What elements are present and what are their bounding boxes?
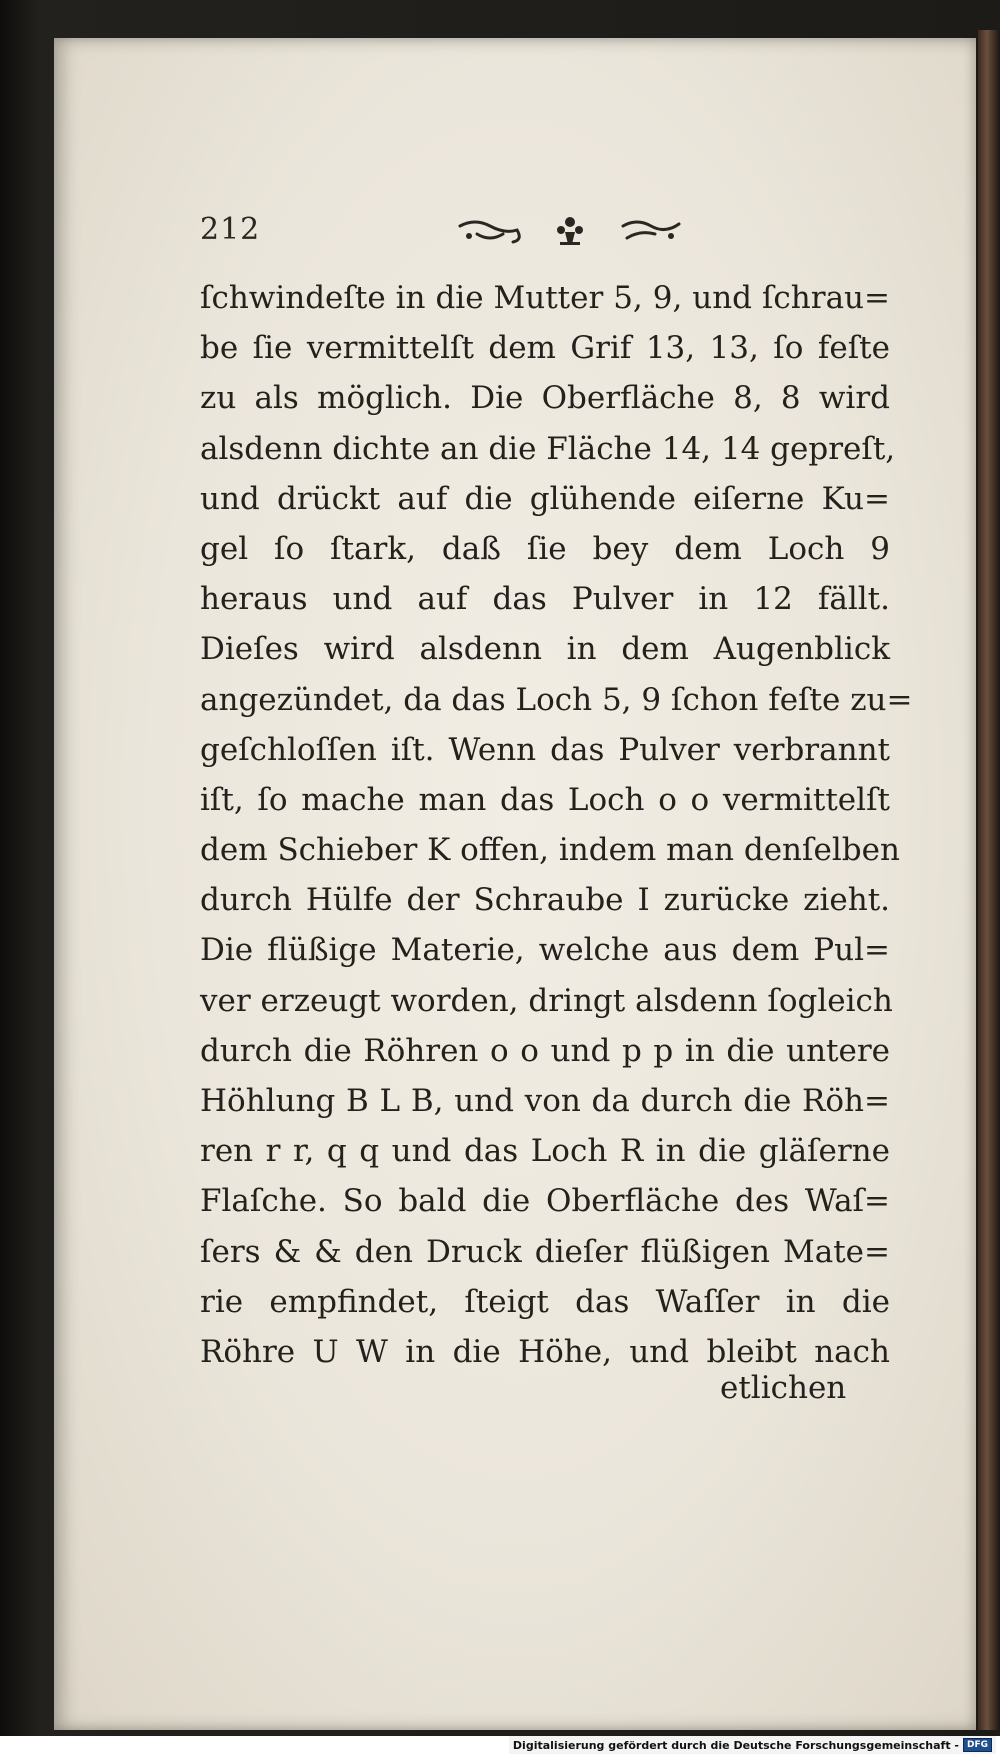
text-line: heraus und auf das Pulver in 12 fällt. [200,581,890,618]
text-line: be ſie vermittelſt dem Grif 13, 13, ſo feſte [200,330,890,367]
text-line: durch Hülfe der Schraube I zurücke zieht. [200,882,890,919]
digitization-credit [509,1736,996,1754]
credit-text: Digitalisierung gefördert durch die Deutsche Forschungsgemeinschaft - [512,1738,959,1752]
text-line: dem Schieber K offen, indem man denſelben [200,832,900,869]
text-line: rie empfindet, ſteigt das Waſſer in die [200,1283,890,1320]
text-line: durch die Röhren o o und p p in die untere [200,1032,890,1069]
book-edge [978,30,1000,1730]
text-line: zu als möglich. Die Oberfläche 8, 8 wird [200,380,890,417]
text-line: iſt, ſo mache man das Loch o o vermittelſt [200,781,890,818]
text-line: ſers & & den Druck dieſer flüßigen Mate= [200,1233,890,1270]
text-line: Flaſche. So bald die Oberfläche des Waſ= [200,1183,890,1220]
text-line: gel ſo ſtark, daß ſie bey dem Loch 9 [200,530,890,567]
text-line: Die flüßige Materie, welche aus dem Pul= [200,932,890,969]
text-line: Dieſes wird alsdenn in dem Augenblick [200,631,890,668]
text-line: alsdenn dichte an die Fläche 14, 14 gepreſt, [200,430,896,467]
text-line: Höhlung B L B, und von da durch die Röh= [200,1083,890,1119]
dfg-logo: DFG [963,1738,992,1752]
body-text [200,273,913,1377]
page-number: 212 [200,212,261,247]
text-line: und drückt auf die glühende eiſerne Ku= [200,480,890,517]
printer-ornament-icon [455,212,685,252]
text-line: geſchloſſen iſt. Wenn das Pulver verbrannt [200,731,890,768]
text-line: Röhre U W in die Höhe, und bleibt nach [200,1333,890,1370]
text-line: angezündet, da das Loch 5, 9 ſchon feſte zu= [200,681,913,718]
text-line: ſchwindeſte in die Mutter 5, 9, und ſchrau= [200,280,890,316]
catchword: etlichen [720,1370,847,1406]
text-line: ren r r, q q und das Loch R in die gläſerne [200,1133,890,1170]
text-line: ver erzeugt worden, dringt alsdenn ſogleich [200,982,893,1019]
page-header [200,212,800,252]
